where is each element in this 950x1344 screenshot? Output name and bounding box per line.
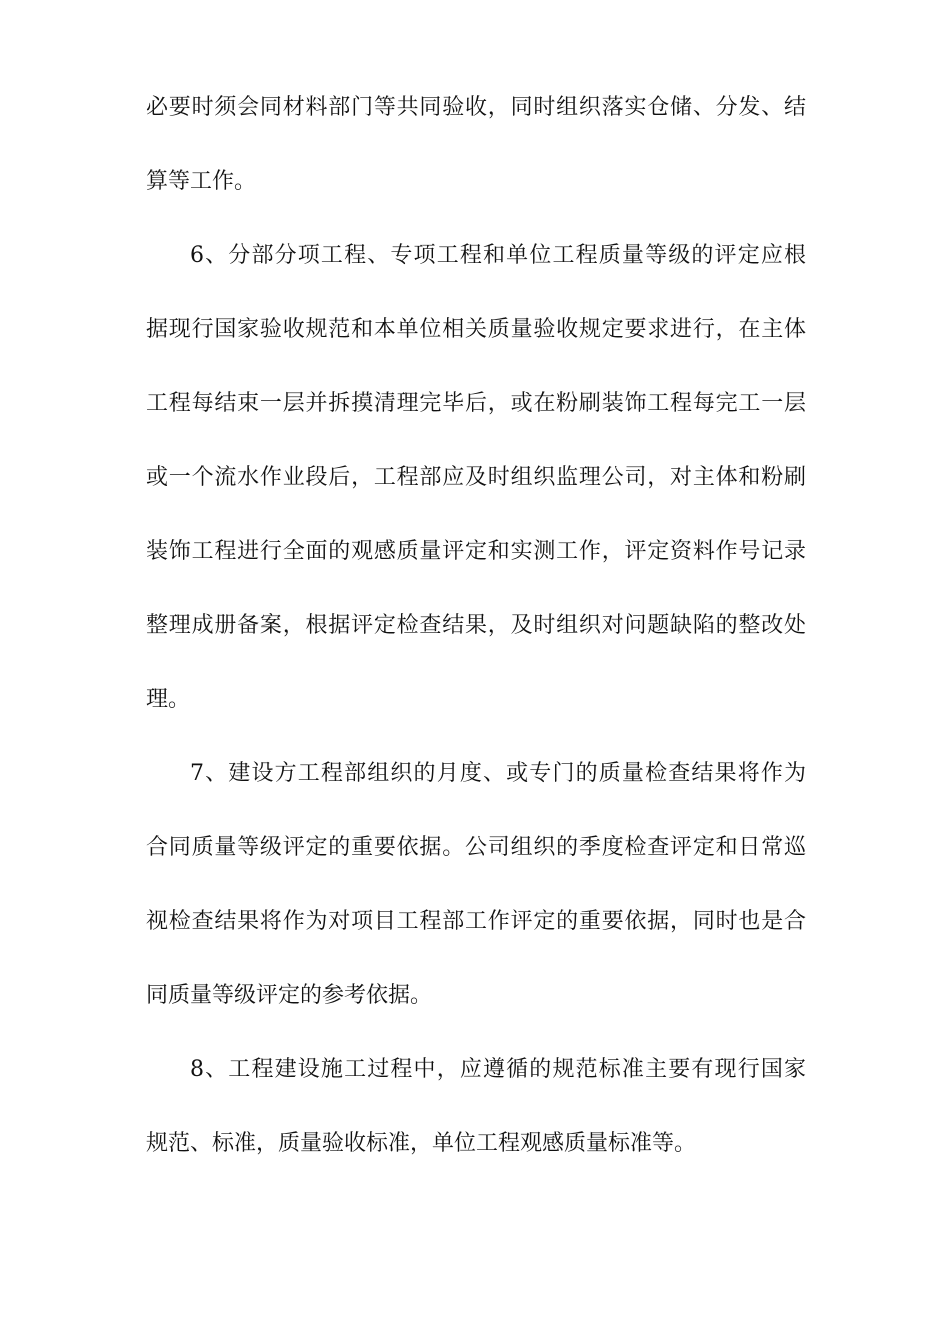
paragraph-7-start: 7、建设方工程部组织的月度、或专门的质量检查结果将作为 bbox=[190, 761, 806, 786]
text-line-6: 或一个流水作业段后，工程部应及时组织监理公司，对主体和粉刷 bbox=[146, 465, 806, 490]
text-line-7: 装饰工程进行全面的观感质量评定和实测工作，评定资料作号记录 bbox=[146, 539, 806, 564]
paragraph-8-start: 8、工程建设施工过程中，应遵循的规范标准主要有现行国家 bbox=[190, 1057, 806, 1082]
text-line-4: 据现行国家验收规范和本单位相关质量验收规定要求进行，在主体 bbox=[146, 317, 806, 342]
text-line-2: 算等工作。 bbox=[146, 169, 257, 194]
text-line-13: 同质量等级评定的参考依据。 bbox=[146, 983, 433, 1008]
text-line-11: 合同质量等级评定的重要依据。公司组织的季度检查评定和日常巡 bbox=[146, 835, 806, 860]
text-line-8: 整理成册备案，根据评定检查结果，及时组织对问题缺陷的整改处 bbox=[146, 613, 806, 638]
text-line-1: 必要时须会同材料部门等共同验收，同时组织落实仓储、分发、结 bbox=[146, 95, 806, 120]
text-line-12: 视检查结果将作为对项目工程部工作评定的重要依据，同时也是合 bbox=[146, 909, 806, 934]
text-line-15: 规范、标准，质量验收标准，单位工程观感质量标准等。 bbox=[146, 1131, 697, 1156]
paragraph-6-start: 6、分部分项工程、专项工程和单位工程质量等级的评定应根 bbox=[190, 243, 806, 268]
text-line-5: 工程每结束一层并拆摸清理完毕后，或在粉刷装饰工程每完工一层 bbox=[146, 391, 806, 416]
text-line-9: 理。 bbox=[146, 687, 191, 712]
